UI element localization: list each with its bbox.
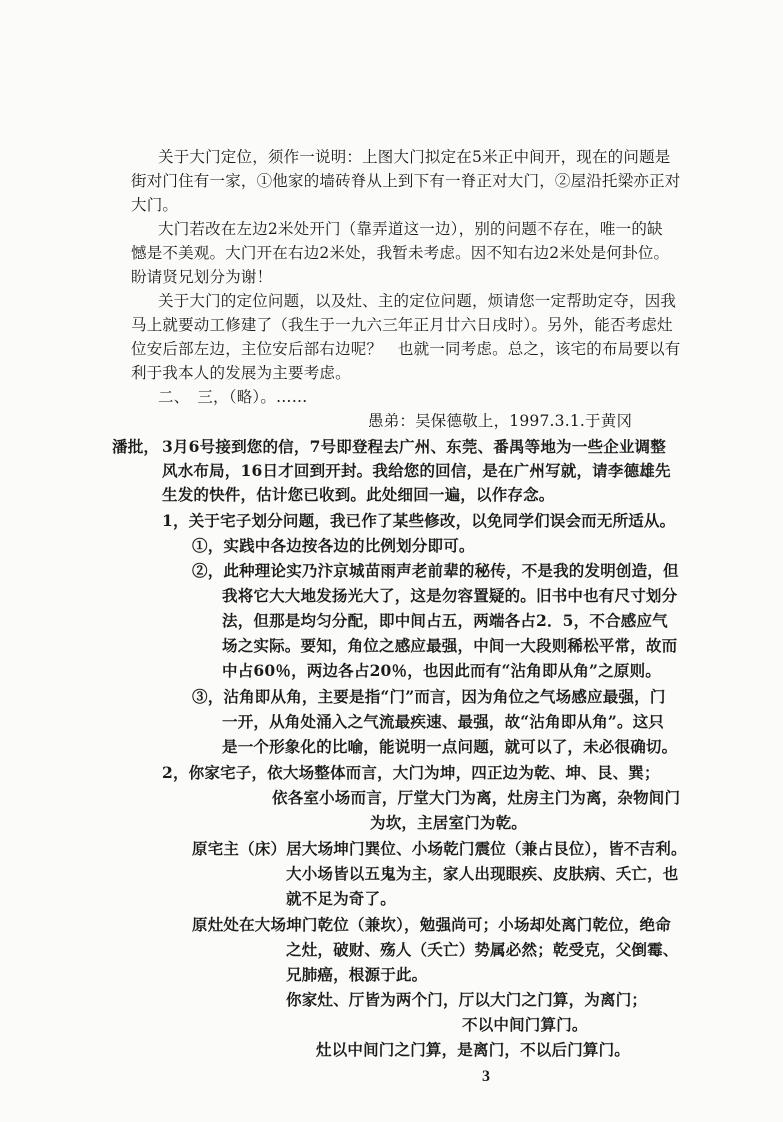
paragraph-request-line-4: 利于我本人的发展为主要考虑。 [131,364,351,382]
paragraph-left-line-1: 大门若改在左边2米处开门（靠弄道这一边），别的问题不存在，唯一的缺 [158,220,663,238]
sub-item-2-line-1: ②，此种理论实乃汴京城苗雨声老前辈的秘传，不是我的发明创造，但 [192,561,679,580]
reply-label: 潘批， [112,437,160,456]
sub-item-3-line-3: 是一个形象化的比喻，能说明一点问题，就可以了，未必很确切。 [222,737,678,756]
sub-item-2-line-5: 中占60％，两边各占20％，也因此而有“沾角即从角”之原则。 [222,661,661,680]
item-2-line-2: 依各室小场而言，厅堂大门为离，灶房主门为离，杂物间门 [272,788,681,807]
sub-item-2-line-3: 法，但那是均匀分配，即中间占五，两端各占2．5，不合感应气 [222,611,668,630]
sub-item-3-line-1: ③，沾角即从角，主要是指“门”而言，因为角位之气场感应最强，门 [192,687,666,706]
paragraph-request-line-3: 位安后部左边，主位安后部右边呢？ 也就一同考虑。总之，该宅的布局要以有 [131,340,681,358]
paragraph-request-line-1: 关于大门的定位问题，以及灶、主的定位问题，烦请您一定帮助定夺，因我 [158,292,677,310]
signature-line: 愚弟：吴保德敬上，1997.3.1.于黄冈 [368,412,633,430]
reply-line-3: 生发的快件，估计您已收到。此处细回一遍，以作存念。 [162,485,555,504]
host-line-2: 大小场皆以五鬼为主，家人出现眼疾、皮肤病、夭亡，也 [286,864,679,883]
sub-item-1: ①，实践中各边按各边的比例划分即可。 [192,536,475,555]
paragraph-door-line-1: 关于大门定位，须作一说明：上图大门拟定在5米正中间开，现在的问题是 [158,148,671,166]
stove-line-6: 灶以中间门之门算，是离门，不以后门算门。 [316,1040,631,1059]
sub-item-3-line-2: 一开，从角处涌入之气流最疾速、最强，故“沾角即从角”。这只 [222,712,665,731]
sub-item-2-line-2: 我将它大大地发扬光大了，这是勿容置疑的。旧书中也有尺寸划分 [222,586,678,605]
paragraph-left-line-3: 盼请贤兄划分为谢！ [131,268,273,286]
host-line-1: 原宅主（床）居大场坤门巽位、小场乾门震位（兼占艮位），皆不吉利。 [192,839,687,858]
item-1: 1，关于宅子划分问题，我已作了某些修改，以免同学们误会而无所适从。 [162,511,676,530]
paragraph-door-line-3: 大门。 [131,196,179,214]
reply-line-2: 风水布局，16日才回到开封。我给您的回信，是在广州写就，请李德雄先 [162,461,671,480]
stove-line-3: 兄肺癌，根源于此。 [286,965,428,984]
sub-item-2-line-4: 场之实际。要知，角位之感应最强，中间一大段则稀松平常，故而 [222,636,678,655]
stove-line-4: 你家灶、厅皆为两个门，厅以大门之门算，为离门； [286,990,648,1009]
item-2-line-3: 为坎，主居室门为乾。 [370,813,528,832]
paragraph-left-line-2: 憾是不美观。大门开在右边2米处，我暂未考虑。因不知右边2米处是何卦位。 [131,244,670,262]
paragraph-request-line-2: 马上就要动工修建了（我生于一九六三年正月廿六日戌时）。另外，能否考虑灶 [131,316,673,334]
item-2-line-1: 2，你家宅子，依大场整体而言，大门为坤，四正边为乾、坤、艮、巽； [162,763,660,782]
reply-line-1: 3月6号接到您的信，7号即登程去广州、东莞、番禺等地为一些企业调整 [162,437,666,456]
page-number: 3 [482,1068,490,1085]
stove-line-2: 之灶，破财、殇人（夭亡）势属必然；乾受克，父倒霉、 [286,940,679,959]
stove-line-5: 不以中间门算门。 [462,1015,588,1034]
host-line-3: 就不足为奇了。 [286,889,396,908]
ellipsis-line: 二、 三，（略）。…… [158,388,308,406]
paragraph-door-line-2: 街对门住有一家，①他家的墙砖脊从上到下有一脊正对大门，②屋沿托梁亦正对 [131,172,681,190]
stove-line-1: 原灶处在大场坤门乾位（兼坎），勉强尚可；小场却处离门乾位，绝命 [192,915,671,934]
